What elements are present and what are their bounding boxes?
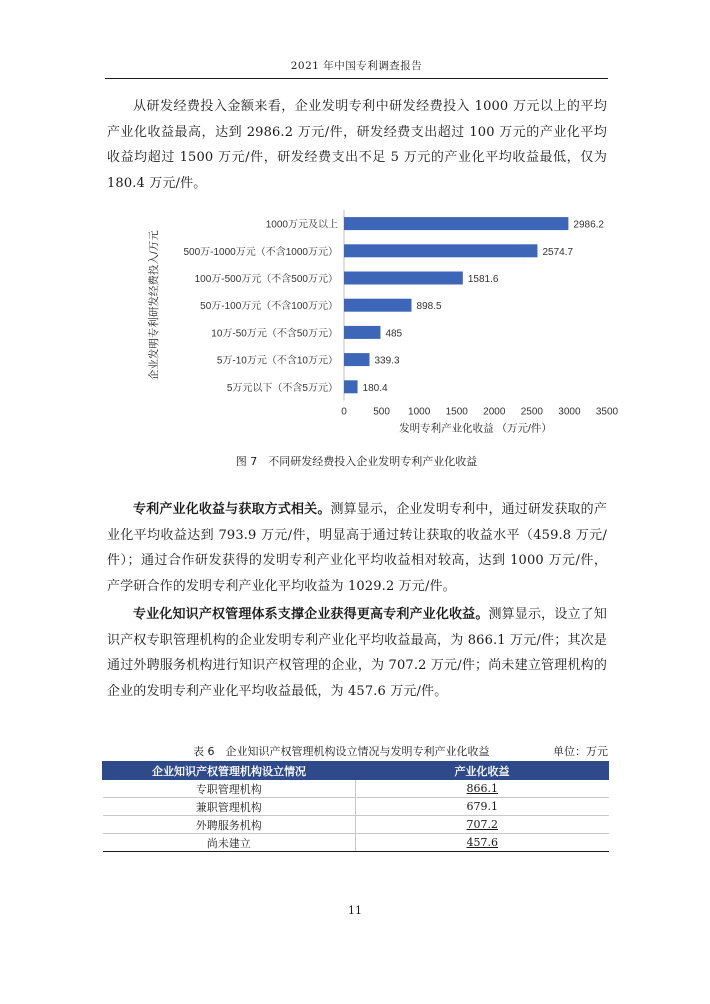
- paragraph-heading: 专业化知识产权管理体系支撑企业获得更高专利产业化收益。: [133, 607, 489, 622]
- x-tick-label: 3500: [595, 406, 619, 418]
- paragraph-acquisition-method: [107, 497, 607, 599]
- y-axis-title: 企业发明专利研发经费投入/万元: [148, 230, 160, 381]
- data-label: 339.3: [374, 355, 400, 367]
- row-value: 457.6: [356, 834, 609, 852]
- column-header-setup: 企业知识产权管理机构设立情况: [103, 762, 356, 780]
- category-label: 5万-10万元（不含10万元）: [216, 355, 338, 367]
- x-axis-title: 发明专利产业化收益 （万元/件）: [399, 422, 552, 435]
- category-label: 50万-100万元（不含100万元）: [200, 301, 338, 313]
- row-name: 尚未建立: [103, 834, 356, 852]
- category-label: 5万元以下（不含5万元）: [226, 382, 338, 394]
- category-label: 1000万元及以上: [265, 219, 338, 231]
- x-tick-label: 2000: [483, 406, 506, 418]
- rd-investment-bar-chart: [145, 205, 620, 445]
- data-label: 2986.2: [573, 219, 604, 231]
- bar: [344, 326, 380, 339]
- data-label: 180.4: [362, 382, 388, 394]
- row-name: 专职管理机构: [103, 780, 356, 798]
- table-row: [103, 834, 609, 852]
- data-label: 1581.6: [467, 274, 499, 285]
- paragraph-body: 测算显示，设立了知识产权专职管理机构的企业发明专利产业化平均收益最高，为 866.1 万元/件；其次是通过外聘服务机构进行知识产权管理的企业，为 707.2 万元/件；尚未建立管理机构的企业的发明专利产业化平均收益最低，为 457.6 万元/件。: [107, 607, 607, 699]
- page-header: 2021 年中国专利调查报告: [290, 60, 423, 72]
- category-label: 500万-1000万元（不含1000万元）: [183, 246, 338, 258]
- row-name: 兼职管理机构: [103, 798, 356, 816]
- table-row: [103, 798, 609, 816]
- paragraph-rd-investment: 从研发经费投入金额来看，企业发明专利中研发经费投入 1000 万元以上的平均产业化收益最高，达到 2986.2 万元/件，研发经费支出超过 100 万元的产业化平均收益均超过 1500 万元/件，研发经费支出不足 5 万元的产业化平均收益最低，仅为 180.4 万元/件。: [107, 99, 607, 191]
- paragraph-heading: 专利产业化收益与获取方式相关。: [133, 502, 331, 517]
- x-tick-label: 1500: [445, 406, 468, 418]
- ip-management-table: [102, 761, 609, 852]
- category-label: 10万-50万元（不含50万元）: [211, 328, 338, 340]
- chart-svg: [145, 205, 620, 445]
- category-label: 100万-500万元（不含500万元）: [194, 274, 338, 285]
- bar: [344, 353, 369, 366]
- table-unit: 单位：万元: [553, 745, 608, 758]
- row-name: 外聘服务机构: [103, 816, 356, 834]
- column-header-revenue: 产业化收益: [356, 762, 609, 780]
- paragraph-body: 测算显示，企业发明专利中，通过研发获取的产业化平均收益达到 793.9 万元/件，明显高于通过转让获取的收益水平（459.8 万元/件）；通过合作研发获得的发明专利产业化平均收益相对较高，达到 1000 万元/件，产学研合作的发明专利产业化平均收益为 1029.2 万元/件。: [107, 502, 607, 594]
- bar: [344, 380, 358, 393]
- bar: [344, 244, 537, 257]
- header-divider: [105, 78, 608, 79]
- table-row: [103, 816, 609, 834]
- x-tick-label: 500: [373, 406, 390, 418]
- bar: [344, 217, 568, 230]
- row-value: 866.1: [356, 780, 609, 798]
- figure-caption: 图 7 不同研发经费投入企业发明专利产业化收益: [235, 455, 478, 468]
- bar: [344, 272, 463, 285]
- bar: [344, 299, 412, 312]
- row-value: 707.2: [356, 816, 609, 834]
- paragraph-ip-management: [107, 602, 607, 704]
- data-label: 485: [385, 328, 403, 340]
- table-header-row: [103, 762, 609, 780]
- page-number: 11: [348, 904, 362, 917]
- data-label: 2574.7: [542, 246, 574, 258]
- x-tick-label: 2500: [520, 406, 543, 418]
- x-tick-label: 3000: [558, 406, 581, 418]
- row-value: 679.1: [356, 798, 609, 816]
- x-tick-label: 0: [341, 406, 347, 418]
- table-caption: 表 6 企业知识产权管理机构设立情况与发明专利产业化收益: [193, 745, 490, 758]
- data-label: 898.5: [416, 301, 442, 313]
- x-tick-label: 1000: [408, 406, 431, 418]
- table-row: [103, 780, 609, 798]
